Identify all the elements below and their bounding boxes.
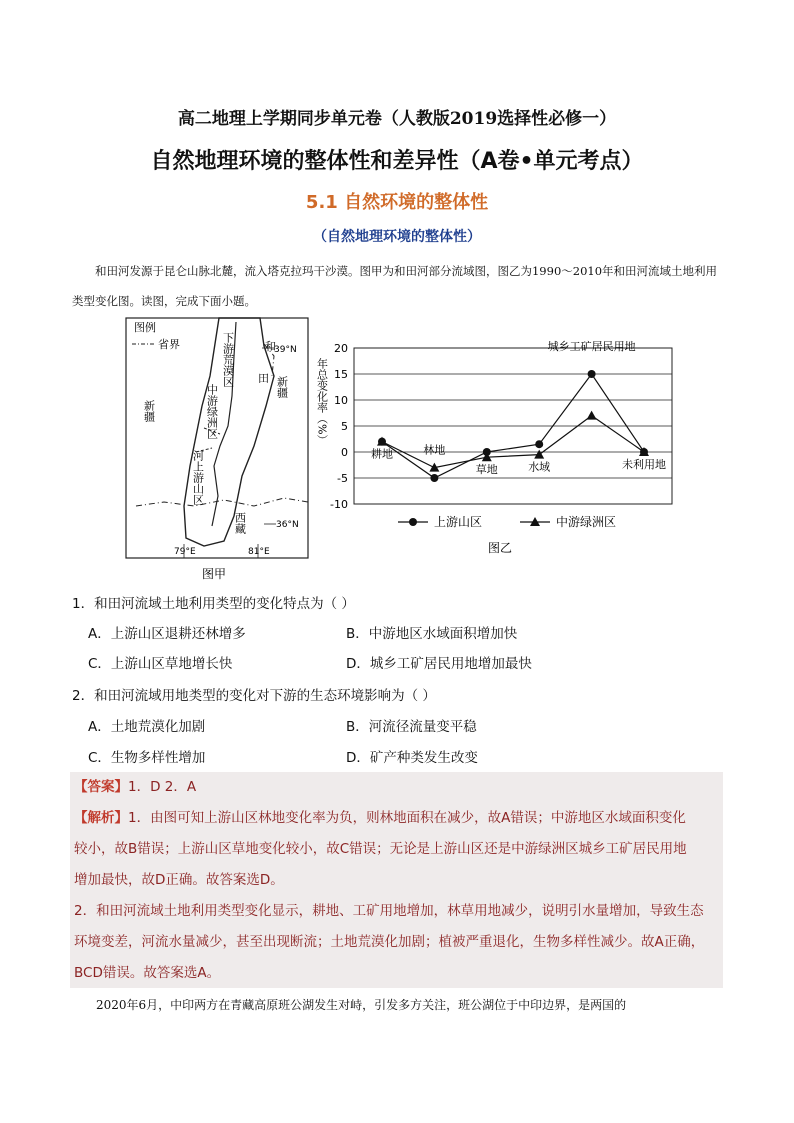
map-figure [124,316,310,586]
question-1-option-c: C．上游山区草地增长快 [88,656,233,672]
map-caption: 图甲 [202,567,227,581]
y-axis-label: 年总变化率（%） [315,358,329,446]
legend-marker-circle [409,518,417,526]
answer-section [74,772,719,989]
analysis-line-4: 2．和田河流域土地利用类型变化显示，耕地、工矿用地增加，林草用地减少，说明引水量增加，导致生态 [74,903,704,919]
question-2-option-b: B．河流径流量变平稳 [346,719,477,735]
y-tick-label: 0 [341,446,348,459]
x-category-label: 未利用地 [622,458,666,471]
analysis-line-2: 较小，故B错误；上游山区草地变化较小，故C错误；无论是上游山区还是中游绿洲区城乡工矿居民用地 [74,841,687,857]
answer-text: 1．D 2．A [128,779,197,795]
analysis-line-5: 环境变差，河流水量减少，甚至出现断流；土地荒漠化加剧；植被严重退化，生物多样性减少。故A正确， [74,934,705,950]
label-xizang: 西藏 [233,512,247,534]
series-line-2 [382,416,644,468]
x-category-label: 城乡工矿居民用地 [547,340,636,353]
analysis-line-3: 增加最快，故D正确。故答案选D。 [74,872,284,888]
label-xinjiang-left: 新疆 [142,400,156,422]
land-use-chart [310,336,680,562]
x-category-label: 林地 [423,443,446,457]
unit-title: 高二地理上学期同步单元卷（人教版2019选择性必修一） [177,109,617,129]
lon-79: 79°E [174,547,196,557]
analysis-tag: 【解析】 [74,810,128,826]
analysis-line-1: 【解析】1．由图可知上游山区林地变化率为负，则林地面积在减少，故A错误；中游地区水域面积变化 [74,810,686,826]
analysis-line-6: BCD错误。故答案选A。 [74,965,221,981]
legend-title: 图例 [134,321,156,334]
chart-grid [354,348,672,504]
data-point-circle [535,440,543,448]
label-xinjiang-right: 新疆 [275,376,289,398]
next-question-intro: 2020年6月，中印两方在青藏高原班公湖发生对峙，引发多方关注，班公湖位于中印边界，是两国的 [96,998,627,1012]
question-1-option-a: A．上游山区退耕还林增多 [88,626,246,642]
answer-line [74,772,719,803]
data-point-triangle [534,450,544,459]
question-2-option-c: C．生物多样性增加 [88,750,206,766]
chart-legend [398,514,616,529]
y-tick-label: 5 [341,420,348,433]
label-he: 和 [265,340,276,353]
intro-paragraph: 和田河发源于昆仑山脉北麓，流入塔克拉玛干沙漠。图甲为和田河部分流域图，图乙为1990～2010年和田河流域土地利用类型变化图。读图，完成下面小题。 [72,264,718,308]
label-lower-desert: 下游荒漠区 [221,332,235,387]
chart-caption: 图乙 [488,541,513,555]
answer-tag: 【答案】 [74,779,128,795]
y-tick-label: -5 [337,472,348,485]
question-1-option-d: D．城乡工矿居民用地增加最快 [346,656,532,672]
y-tick-label: 10 [334,394,348,407]
data-point-circle [588,370,596,378]
y-tick-labels [330,342,348,511]
section-title: 5.1 自然环境的整体性 [305,192,489,213]
x-category-label: 水域 [528,460,551,474]
legend-label: 中游绿洲区 [556,515,617,529]
lat-36: 36°N [276,520,299,530]
question-2-stem: 2．和田河流域用地类型的变化对下游的生态环境影响为（ ） [72,688,436,704]
legend-label: 上游山区 [434,515,483,529]
question-1-option-b: B．中游地区水域面积增加快 [346,626,518,642]
y-tick-label: -10 [330,498,348,511]
unit-subtitle: 自然地理环境的整体性和差异性（A卷•单元考点） [150,149,644,174]
lon-81: 81°E [248,547,270,557]
section-subtitle: （自然地理环境的整体性） [313,229,481,245]
question-2-option-a: A．土地荒漠化加剧 [88,719,206,735]
lat-39: 39°N [274,345,297,355]
question-1-stem: 1．和田河流域土地利用类型的变化特点为（ ） [72,596,355,612]
y-tick-label: 15 [334,368,348,381]
legend-item: 省界 [158,338,180,351]
label-middle-oasis: 中游绿洲区 [205,384,219,439]
x-category-label: 耕地 [371,447,393,461]
x-category-label: 草地 [475,463,498,477]
label-upper-mountain: 河上游山区 [191,450,205,505]
question-2-option-d: D．矿产种类发生改变 [346,750,478,766]
y-tick-label: 20 [334,342,348,355]
data-point-circle [430,474,438,482]
label-tian: 田 [258,372,269,385]
data-point-triangle [587,411,597,420]
